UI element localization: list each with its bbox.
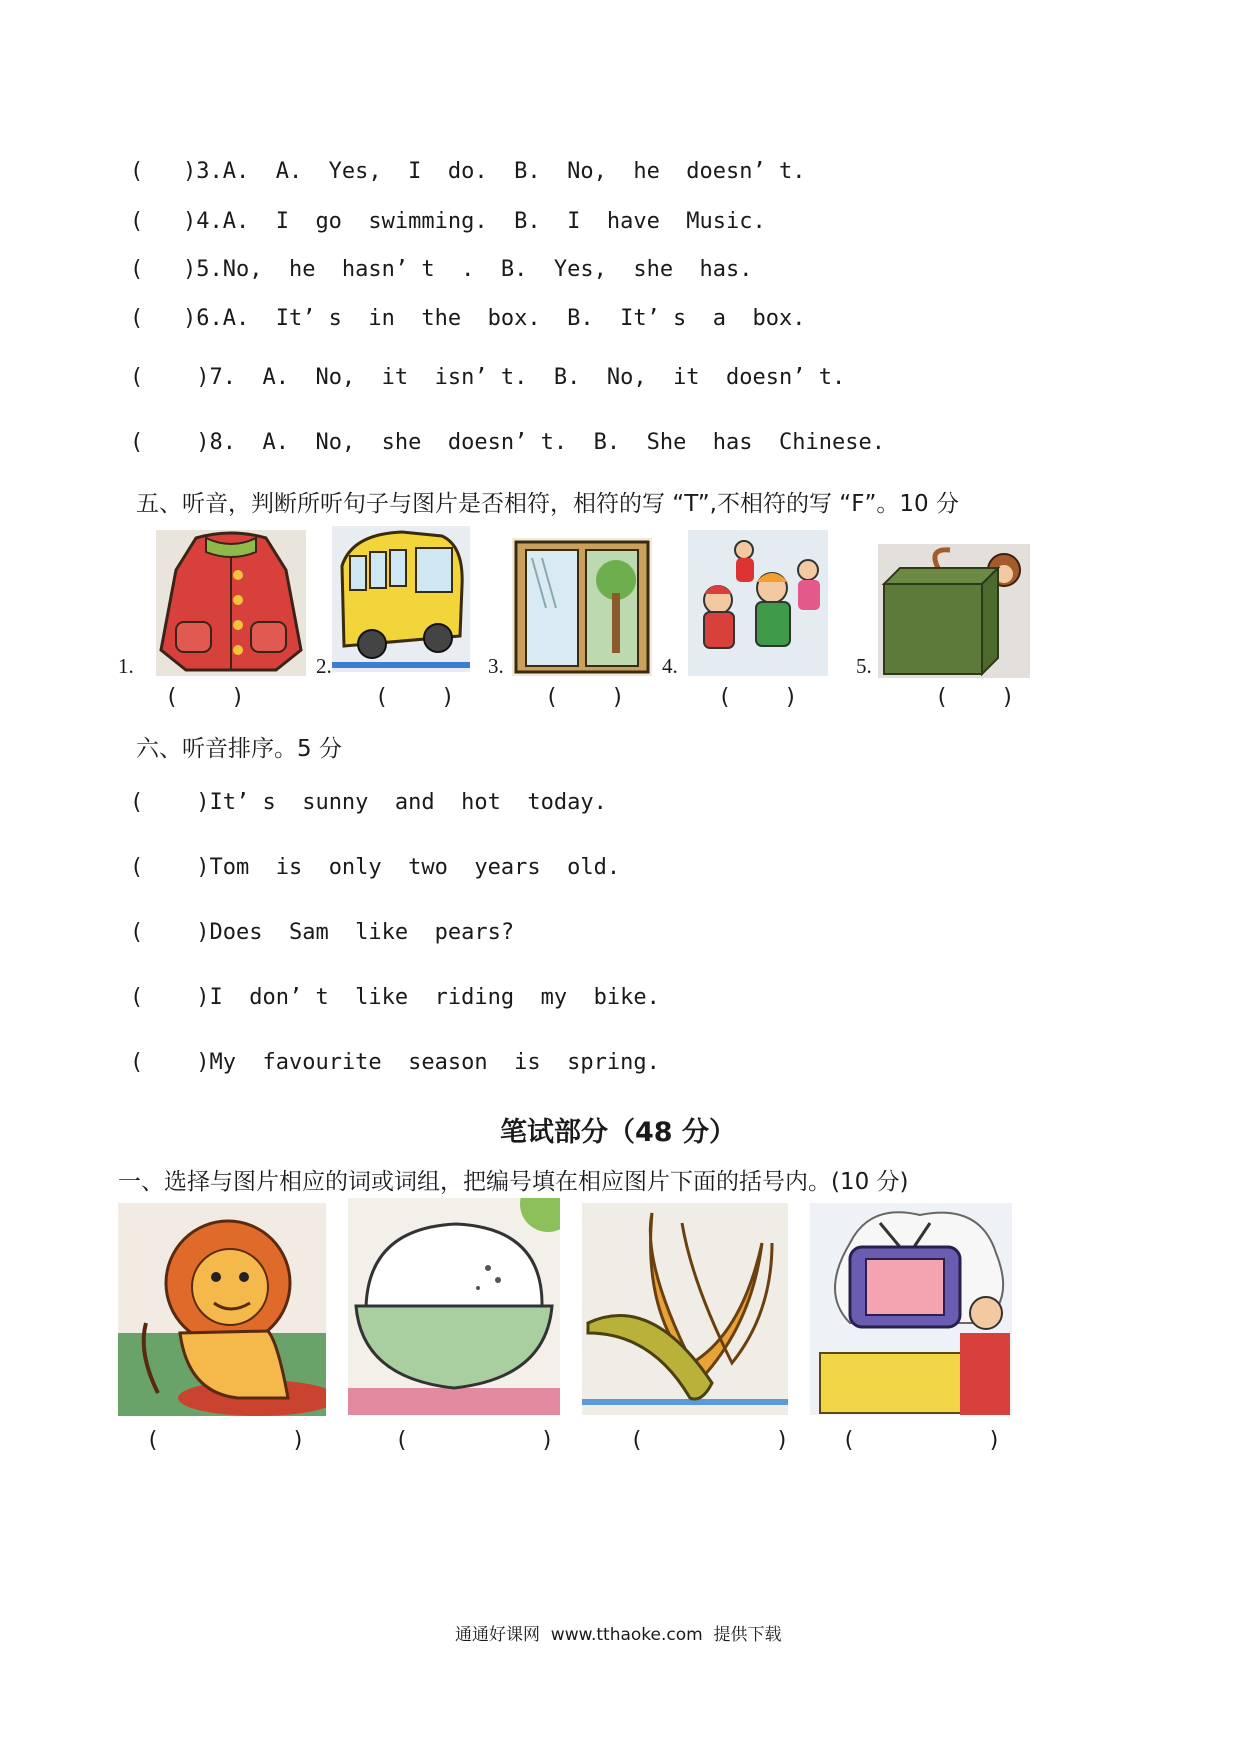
picture-number: 3. xyxy=(488,654,504,678)
list-item xyxy=(130,1050,660,1075)
list-item xyxy=(130,365,845,390)
picture-number: 4. xyxy=(662,654,678,678)
question-text: 5.No, he hasn’ t . B. Yes, she has. xyxy=(196,257,753,282)
answer-paren[interactable]: ( ) xyxy=(718,685,798,710)
page-title: 笔试部分（48 分） xyxy=(500,1117,736,1148)
picture-number: 1. xyxy=(118,654,134,678)
answer-paren[interactable]: ( ) xyxy=(935,685,1015,710)
bus-image xyxy=(332,526,470,672)
list-item xyxy=(130,985,660,1010)
answer-paren[interactable]: ( ) xyxy=(130,306,197,331)
footer-text: 通通好课网 www.tthaoke.com 提供下载 xyxy=(455,1625,782,1645)
rice-bowl-image xyxy=(348,1198,560,1415)
list-item xyxy=(130,920,514,945)
question-text: 3.A. A. Yes, I do. B. No, he doesn’ t. xyxy=(196,159,806,184)
question-text: 8. A. No, she doesn’ t. B. She has Chinese. xyxy=(209,430,885,455)
answer-paren[interactable]: ( ) xyxy=(130,855,210,880)
picture-number: 5. xyxy=(856,654,872,678)
answer-paren[interactable]: ( ) xyxy=(130,257,197,282)
list-item xyxy=(130,430,885,455)
sentence-text: Does Sam like pears? xyxy=(209,920,515,945)
sentence-text: I don’ t like riding my bike. xyxy=(209,985,660,1010)
list-item xyxy=(130,855,620,880)
section-heading: 五、听音，判断所听句子与图片是否相符，相符的写 “T”,不相符的写 “F”。10 分 xyxy=(136,491,959,517)
answer-paren[interactable]: ( ) xyxy=(842,1428,1001,1453)
sentence-text: It’ s sunny and hot today. xyxy=(209,790,607,815)
coat-image xyxy=(156,530,306,676)
answer-paren[interactable]: ( ) xyxy=(130,920,210,945)
list-item xyxy=(130,790,607,815)
answer-paren[interactable]: ( ) xyxy=(130,985,210,1010)
answer-paren[interactable]: ( ) xyxy=(130,209,197,234)
answer-paren[interactable]: ( ) xyxy=(146,1428,305,1453)
answer-paren[interactable]: ( ) xyxy=(165,685,245,710)
answer-paren[interactable]: ( ) xyxy=(130,430,210,455)
question-text: 4.A. I go swimming. B. I have Music. xyxy=(196,209,766,234)
list-item xyxy=(130,209,766,234)
answer-paren[interactable]: ( ) xyxy=(395,1428,554,1453)
question-text: 7. A. No, it isn’ t. B. No, it doesn’ t. xyxy=(209,365,846,390)
answer-paren[interactable]: ( ) xyxy=(130,790,210,815)
tv-image xyxy=(810,1203,1012,1415)
window-image xyxy=(512,538,652,676)
question-text: 6.A. It’ s in the box. B. It’ s a box. xyxy=(196,306,806,331)
box-monkey-image xyxy=(878,544,1030,678)
answer-paren[interactable]: ( ) xyxy=(630,1428,789,1453)
answer-paren[interactable]: ( ) xyxy=(130,365,210,390)
answer-paren[interactable]: ( ) xyxy=(130,1050,210,1075)
section-heading: 一、选择与图片相应的词或词组，把编号填在相应图片下面的括号内。(10 分) xyxy=(118,1169,909,1195)
kids-snow-image xyxy=(688,530,828,676)
answer-paren[interactable]: ( ) xyxy=(130,159,197,184)
answer-paren[interactable]: ( ) xyxy=(375,685,455,710)
sentence-text: Tom is only two years old. xyxy=(209,855,621,880)
list-item xyxy=(130,306,806,331)
lion-image xyxy=(118,1203,326,1416)
list-item xyxy=(130,257,753,282)
list-item xyxy=(130,159,806,184)
bananas-image xyxy=(582,1203,788,1415)
sentence-text: My favourite season is spring. xyxy=(209,1050,660,1075)
picture-number: 2. xyxy=(316,654,332,678)
answer-paren[interactable]: ( ) xyxy=(545,685,625,710)
section-heading: 六、听音排序。5 分 xyxy=(136,736,342,762)
